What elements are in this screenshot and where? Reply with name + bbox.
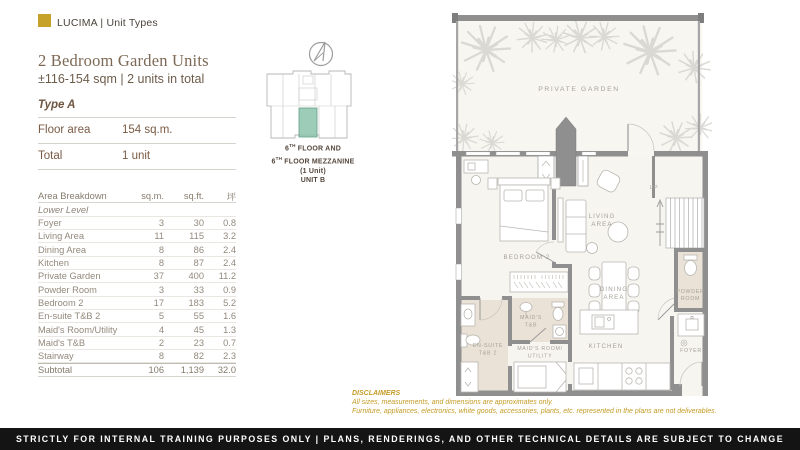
svg-text:UTILITY: UTILITY: [527, 353, 553, 360]
building-footprint: [267, 71, 351, 138]
table-row: Dining Area 8 86 2.4: [38, 243, 236, 256]
summary-label: Floor area: [38, 124, 91, 137]
bedroom2-label: BEDROOM 2: [503, 254, 551, 261]
north-arrow-icon: [310, 42, 333, 66]
maids-tb-label: MAID'S: [520, 315, 542, 321]
summary-value: 154 sq.m.: [122, 124, 173, 137]
maids-room-label: MAID'S ROOM/: [517, 346, 563, 352]
table-row: Maid's T&B 2 23 0.7: [38, 337, 236, 350]
svg-text:AREA: AREA: [603, 294, 625, 301]
floor-plan: [452, 10, 712, 396]
caption-line: (1 Unit): [300, 167, 326, 175]
summary-row-floor-area: [38, 117, 236, 144]
summary-row-total: [38, 144, 236, 171]
breadcrumb: LUCIMA | Unit Types: [57, 17, 158, 29]
summary-label: Total: [38, 150, 63, 163]
caption-line: 6TH FLOOR MEZZANINE: [271, 155, 355, 166]
col-header-sqm: sq.m.: [141, 191, 164, 202]
table-row: Bedroom 2 17 183 5.2: [38, 297, 236, 310]
table-subtotal-row: Subtotal 106 1,139 32.0: [38, 365, 236, 376]
brand-accent-square: [38, 14, 51, 27]
living-label: LIVING: [588, 213, 616, 220]
table-row: Private Garden 37 400 11.2: [38, 270, 236, 283]
kitchen-label: KITCHEN: [588, 343, 624, 350]
highlighted-unit: [299, 108, 317, 137]
svg-text:T&B: T&B: [524, 322, 538, 329]
shaft-column: [556, 117, 576, 186]
col-header-ping: 坪: [226, 192, 236, 203]
toilet-icon: [684, 255, 697, 276]
table-row: Stairway 8 82 2.3: [38, 350, 236, 363]
key-plan-caption: [250, 141, 376, 186]
table-header-row: [38, 190, 236, 203]
tv-console: [558, 198, 563, 242]
summary-table: [38, 117, 236, 170]
table-section-row: [38, 203, 236, 216]
disclaimer-line: Furniture, appliances, electronics, white goods, accessories, plants, etc. represented in the plans are not deliverables.: [352, 408, 717, 415]
unit-type-label: Type A: [38, 99, 76, 111]
svg-text:ROOM: ROOM: [680, 296, 701, 302]
table-row: Powder Room 3 33 0.9: [38, 283, 236, 296]
dining-label: DINING: [599, 286, 629, 293]
col-header-sqft: sq.ft.: [183, 191, 204, 202]
summary-value: 1 unit: [122, 150, 151, 163]
section-label: Lower Level: [38, 204, 89, 215]
svg-text:AREA: AREA: [591, 221, 613, 228]
table-row: Kitchen 8 87 2.4: [38, 257, 236, 270]
area-breakdown-table: [38, 190, 236, 377]
up-label: UP: [649, 185, 659, 191]
closet: [510, 272, 568, 292]
caption-line: 6TH FLOOR AND: [285, 143, 341, 153]
foyer-label: FOYER: [680, 348, 702, 354]
garden-label: PRIVATE GARDEN: [538, 86, 620, 93]
page-subtitle: ±116-154 sqm | 2 units in total: [38, 72, 205, 86]
table-row: Foyer 3 30 0.8: [38, 217, 236, 230]
col-header-area: Area Breakdown: [38, 191, 107, 202]
disclaimers-title: DISCLAIMERS: [352, 390, 401, 397]
powder-label: POWDER: [676, 289, 705, 295]
page-title: 2 Bedroom Garden Units: [38, 51, 209, 70]
disclaimers: [352, 389, 792, 416]
footer-banner: STRICTLY FOR INTERNAL TRAINING PURPOSES ONLY | PLANS, RENDERINGS, AND OTHER TECHNICAL DETAILS ARE SUBJECT TO CHANGE: [0, 428, 800, 450]
private-garden: [452, 13, 712, 155]
caption-line: UNIT B: [300, 177, 326, 185]
table-row: Living Area 11 115 3.2: [38, 230, 236, 243]
table-row: En-suite T&B 2 5 55 1.6: [38, 310, 236, 323]
table-row: Maid's Room/Utility 4 45 1.3: [38, 323, 236, 336]
ensuite-label: EN-SUITE: [472, 343, 504, 349]
disclaimer-line: All sizes, measurements, and dimensions are approximates only.: [352, 399, 554, 406]
svg-text:T&B 2: T&B 2: [478, 350, 498, 357]
key-plan-diagram: [259, 36, 365, 142]
